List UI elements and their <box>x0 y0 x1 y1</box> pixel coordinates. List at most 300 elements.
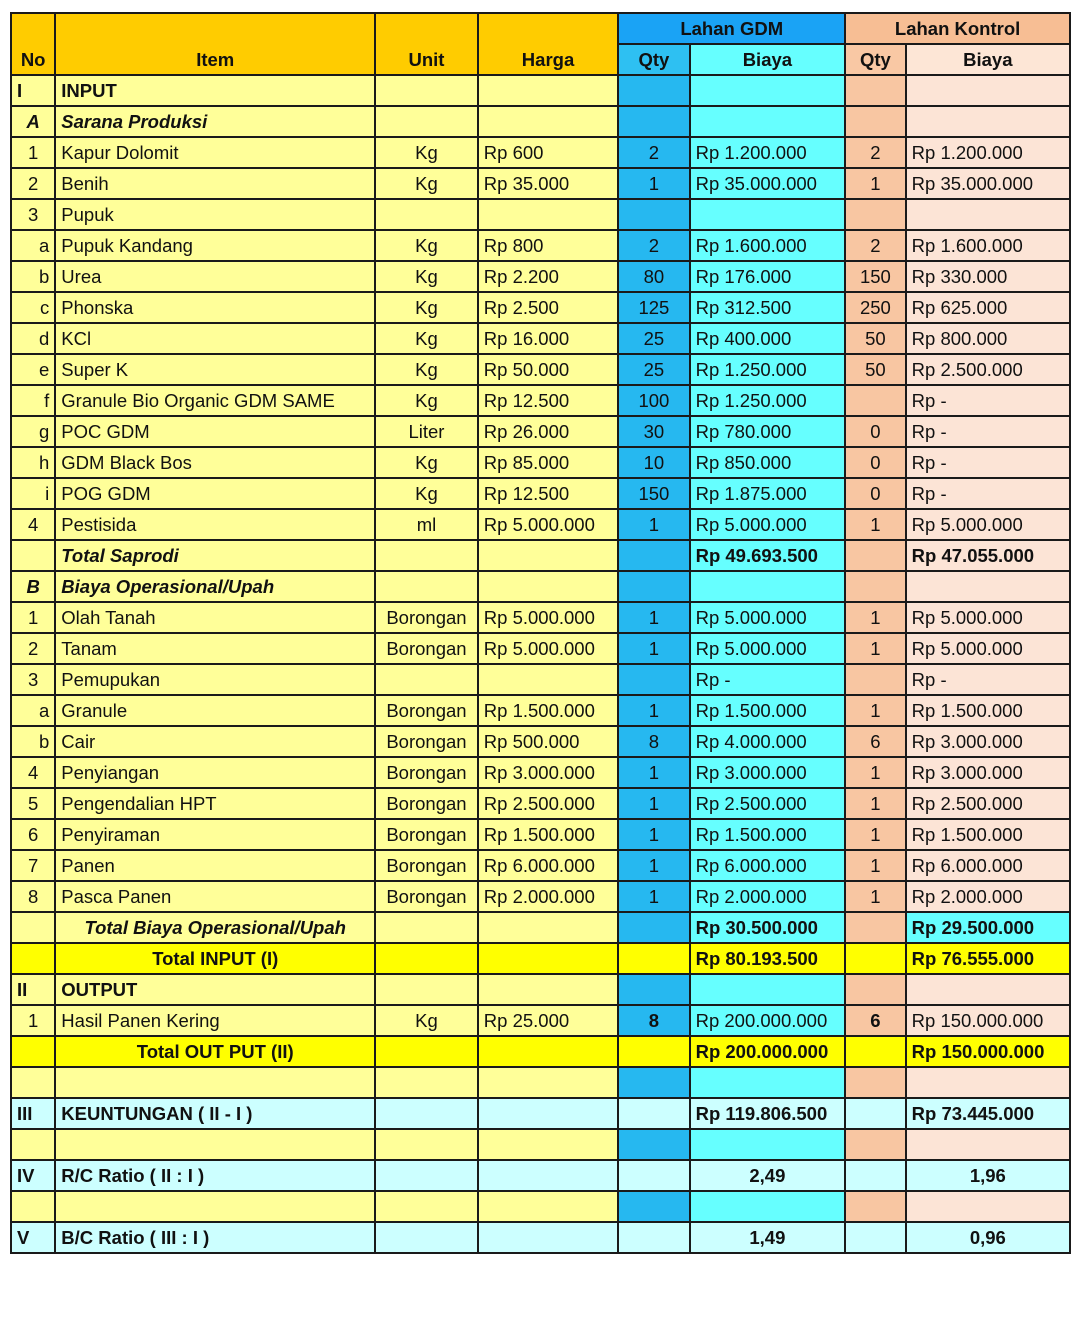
cell-item[interactable]: Phonska <box>55 292 375 323</box>
cell-no[interactable]: 8 <box>11 881 55 912</box>
cell-b1[interactable]: Rp 780.000 <box>690 416 846 447</box>
cell-unit[interactable]: Borongan <box>375 819 478 850</box>
header-lahan-kontrol[interactable]: Lahan Kontrol <box>845 13 1070 44</box>
cell-b1[interactable]: Rp 5.000.000 <box>690 602 846 633</box>
cell-harga[interactable]: Rp 35.000 <box>478 168 618 199</box>
cell-q2[interactable]: 1 <box>845 881 906 912</box>
cell-b1[interactable]: Rp 2.000.000 <box>690 881 846 912</box>
cell-harga[interactable] <box>478 1129 618 1160</box>
cell-no[interactable] <box>11 1036 55 1067</box>
cell-item[interactable]: Pupuk <box>55 199 375 230</box>
cell-q2[interactable] <box>845 1067 906 1098</box>
cell-unit[interactable] <box>375 1036 478 1067</box>
cell-unit[interactable]: ml <box>375 509 478 540</box>
cell-q1[interactable]: 80 <box>618 261 689 292</box>
cell-item[interactable]: Cair <box>55 726 375 757</box>
cell-q2[interactable] <box>845 912 906 943</box>
cell-no[interactable]: 2 <box>11 633 55 664</box>
cell-b2[interactable] <box>906 75 1070 106</box>
cell-b2[interactable]: 0,96 <box>906 1222 1070 1253</box>
cell-unit[interactable]: Kg <box>375 292 478 323</box>
cell-unit[interactable]: Borongan <box>375 602 478 633</box>
cell-b2[interactable]: Rp 330.000 <box>906 261 1070 292</box>
cell-no[interactable]: 7 <box>11 850 55 881</box>
cell-b2[interactable]: Rp - <box>906 664 1070 695</box>
cell-b2[interactable]: Rp 5.000.000 <box>906 509 1070 540</box>
cell-harga[interactable]: Rp 1.500.000 <box>478 819 618 850</box>
cell-item[interactable]: B/C Ratio ( III : I ) <box>55 1222 375 1253</box>
cell-q2[interactable] <box>845 1098 906 1129</box>
cell-item[interactable]: Olah Tanah <box>55 602 375 633</box>
cell-item[interactable] <box>55 1129 375 1160</box>
cell-item[interactable]: OUTPUT <box>55 974 375 1005</box>
cell-q2[interactable] <box>845 199 906 230</box>
cell-unit[interactable]: Liter <box>375 416 478 447</box>
cell-b1[interactable] <box>690 974 846 1005</box>
cell-no[interactable]: e <box>11 354 55 385</box>
cell-q1[interactable]: 1 <box>618 168 689 199</box>
cell-unit[interactable] <box>375 1098 478 1129</box>
cell-no[interactable]: b <box>11 261 55 292</box>
cell-unit[interactable]: Kg <box>375 478 478 509</box>
cell-no[interactable] <box>11 1067 55 1098</box>
cell-b1[interactable]: Rp 312.500 <box>690 292 846 323</box>
cell-b2[interactable] <box>906 199 1070 230</box>
cell-b2[interactable]: Rp 5.000.000 <box>906 602 1070 633</box>
cell-no[interactable]: B <box>11 571 55 602</box>
cell-harga[interactable]: Rp 5.000.000 <box>478 602 618 633</box>
cell-b1[interactable]: Rp 119.806.500 <box>690 1098 846 1129</box>
cell-harga[interactable]: Rp 12.500 <box>478 385 618 416</box>
cell-q1[interactable]: 2 <box>618 137 689 168</box>
cell-b2[interactable]: Rp - <box>906 447 1070 478</box>
cell-unit[interactable]: Borongan <box>375 850 478 881</box>
cell-harga[interactable] <box>478 199 618 230</box>
cell-unit[interactable]: Kg <box>375 323 478 354</box>
cell-q1[interactable] <box>618 540 689 571</box>
cell-q2[interactable] <box>845 664 906 695</box>
cell-b2[interactable] <box>906 974 1070 1005</box>
cell-harga[interactable]: Rp 26.000 <box>478 416 618 447</box>
cell-item[interactable]: Penyiraman <box>55 819 375 850</box>
cell-unit[interactable]: Kg <box>375 168 478 199</box>
cell-b1[interactable]: Rp 5.000.000 <box>690 633 846 664</box>
cell-harga[interactable]: Rp 5.000.000 <box>478 633 618 664</box>
cell-q1[interactable] <box>618 106 689 137</box>
cell-unit[interactable]: Borongan <box>375 726 478 757</box>
cell-b1[interactable] <box>690 1129 846 1160</box>
cell-harga[interactable] <box>478 974 618 1005</box>
cell-q1[interactable]: 1 <box>618 757 689 788</box>
cell-q2[interactable]: 0 <box>845 478 906 509</box>
cell-q2[interactable]: 1 <box>845 602 906 633</box>
cell-harga[interactable]: Rp 2.200 <box>478 261 618 292</box>
cell-q1[interactable] <box>618 1191 689 1222</box>
cell-q1[interactable] <box>618 571 689 602</box>
cell-no[interactable]: 1 <box>11 137 55 168</box>
cell-harga[interactable] <box>478 1067 618 1098</box>
cell-b1[interactable]: Rp 1.500.000 <box>690 819 846 850</box>
cell-harga[interactable] <box>478 912 618 943</box>
cell-harga[interactable] <box>478 1160 618 1191</box>
cell-b1[interactable] <box>690 571 846 602</box>
cell-q2[interactable]: 2 <box>845 137 906 168</box>
cell-b1[interactable]: Rp 1.500.000 <box>690 695 846 726</box>
cell-item[interactable]: Panen <box>55 850 375 881</box>
cell-b2[interactable]: Rp - <box>906 385 1070 416</box>
cell-b1[interactable] <box>690 106 846 137</box>
cell-b2[interactable]: Rp 3.000.000 <box>906 726 1070 757</box>
cell-b1[interactable] <box>690 1067 846 1098</box>
cell-no[interactable]: IV <box>11 1160 55 1191</box>
cell-harga[interactable] <box>478 1098 618 1129</box>
header-item[interactable]: Item <box>55 13 375 75</box>
cell-b2[interactable]: Rp 800.000 <box>906 323 1070 354</box>
cell-item[interactable]: Pupuk Kandang <box>55 230 375 261</box>
cell-q1[interactable]: 1 <box>618 850 689 881</box>
cell-no[interactable]: b <box>11 726 55 757</box>
cell-harga[interactable]: Rp 25.000 <box>478 1005 618 1036</box>
cell-b1[interactable] <box>690 199 846 230</box>
cell-b1[interactable]: Rp 400.000 <box>690 323 846 354</box>
cell-b2[interactable] <box>906 1129 1070 1160</box>
cell-harga[interactable] <box>478 1036 618 1067</box>
header-lahan-gdm[interactable]: Lahan GDM <box>618 13 845 44</box>
cell-no[interactable]: II <box>11 974 55 1005</box>
cell-q2[interactable] <box>845 75 906 106</box>
cell-q1[interactable] <box>618 1222 689 1253</box>
cell-no[interactable]: 3 <box>11 664 55 695</box>
cell-q2[interactable] <box>845 1160 906 1191</box>
cell-item[interactable]: Sarana Produksi <box>55 106 375 137</box>
cell-no[interactable] <box>11 912 55 943</box>
cell-item[interactable]: Hasil Panen Kering <box>55 1005 375 1036</box>
cell-unit[interactable]: Borongan <box>375 881 478 912</box>
cell-b1[interactable]: Rp 176.000 <box>690 261 846 292</box>
cell-unit[interactable]: Kg <box>375 137 478 168</box>
cell-b2[interactable]: Rp 1.200.000 <box>906 137 1070 168</box>
header-harga[interactable]: Harga <box>478 13 618 75</box>
cell-unit[interactable]: Borongan <box>375 788 478 819</box>
cell-unit[interactable]: Kg <box>375 354 478 385</box>
cell-b2[interactable]: Rp 2.000.000 <box>906 881 1070 912</box>
cell-item[interactable]: KCl <box>55 323 375 354</box>
cell-harga[interactable]: Rp 50.000 <box>478 354 618 385</box>
cell-no[interactable]: a <box>11 230 55 261</box>
cell-harga[interactable]: Rp 2.500 <box>478 292 618 323</box>
cell-q1[interactable] <box>618 974 689 1005</box>
cell-unit[interactable] <box>375 571 478 602</box>
cell-harga[interactable]: Rp 3.000.000 <box>478 757 618 788</box>
cell-harga[interactable] <box>478 540 618 571</box>
cell-item[interactable]: Penyiangan <box>55 757 375 788</box>
header-unit[interactable]: Unit <box>375 13 478 75</box>
cell-q2[interactable]: 2 <box>845 230 906 261</box>
cell-b2[interactable] <box>906 1191 1070 1222</box>
cell-q2[interactable] <box>845 571 906 602</box>
cell-b2[interactable]: Rp 1.500.000 <box>906 695 1070 726</box>
cell-q2[interactable]: 1 <box>845 819 906 850</box>
cell-q1[interactable] <box>618 664 689 695</box>
cell-q1[interactable]: 100 <box>618 385 689 416</box>
cell-q1[interactable]: 10 <box>618 447 689 478</box>
cell-q2[interactable] <box>845 1129 906 1160</box>
cell-harga[interactable]: Rp 600 <box>478 137 618 168</box>
cell-b1[interactable]: 1,49 <box>690 1222 846 1253</box>
cell-q2[interactable]: 50 <box>845 354 906 385</box>
cell-q2[interactable]: 50 <box>845 323 906 354</box>
cell-b1[interactable]: Rp 5.000.000 <box>690 509 846 540</box>
cell-q1[interactable] <box>618 943 689 974</box>
cell-no[interactable]: i <box>11 478 55 509</box>
cell-harga[interactable] <box>478 571 618 602</box>
cell-unit[interactable] <box>375 1067 478 1098</box>
cell-b2[interactable]: Rp 3.000.000 <box>906 757 1070 788</box>
cell-item[interactable]: Biaya Operasional/Upah <box>55 571 375 602</box>
cell-item[interactable]: Benih <box>55 168 375 199</box>
cell-q1[interactable]: 8 <box>618 1005 689 1036</box>
header-no[interactable]: No <box>11 13 55 75</box>
cell-q2[interactable]: 1 <box>845 757 906 788</box>
cell-unit[interactable] <box>375 912 478 943</box>
cell-q2[interactable]: 6 <box>845 1005 906 1036</box>
cell-harga[interactable]: Rp 500.000 <box>478 726 618 757</box>
cell-no[interactable]: d <box>11 323 55 354</box>
cell-harga[interactable] <box>478 664 618 695</box>
cell-unit[interactable] <box>375 75 478 106</box>
header-kontrol-biaya[interactable]: Biaya <box>906 44 1070 75</box>
cell-no[interactable]: I <box>11 75 55 106</box>
cell-no[interactable]: III <box>11 1098 55 1129</box>
cell-q1[interactable] <box>618 1036 689 1067</box>
cell-unit[interactable] <box>375 1129 478 1160</box>
cell-q1[interactable]: 25 <box>618 323 689 354</box>
cell-harga[interactable]: Rp 800 <box>478 230 618 261</box>
cell-item[interactable]: Pestisida <box>55 509 375 540</box>
header-gdm-biaya[interactable]: Biaya <box>690 44 846 75</box>
cell-unit[interactable]: Kg <box>375 385 478 416</box>
cell-no[interactable] <box>11 1129 55 1160</box>
cell-item[interactable]: R/C Ratio ( II : I ) <box>55 1160 375 1191</box>
cell-b1[interactable] <box>690 1191 846 1222</box>
cell-harga[interactable]: Rp 85.000 <box>478 447 618 478</box>
cell-b1[interactable]: Rp 1.875.000 <box>690 478 846 509</box>
cell-no[interactable]: 1 <box>11 1005 55 1036</box>
cell-unit[interactable] <box>375 1160 478 1191</box>
cell-item[interactable]: Granule Bio Organic GDM SAME <box>55 385 375 416</box>
cell-q2[interactable]: 1 <box>845 788 906 819</box>
cell-q1[interactable]: 8 <box>618 726 689 757</box>
cell-unit[interactable]: Kg <box>375 261 478 292</box>
cell-unit[interactable]: Borongan <box>375 757 478 788</box>
cell-q2[interactable] <box>845 974 906 1005</box>
cell-unit[interactable]: Borongan <box>375 695 478 726</box>
cell-q1[interactable] <box>618 1129 689 1160</box>
cell-q2[interactable]: 250 <box>845 292 906 323</box>
cell-no[interactable]: 2 <box>11 168 55 199</box>
cell-unit[interactable] <box>375 106 478 137</box>
cell-item[interactable] <box>55 1191 375 1222</box>
cell-unit[interactable]: Kg <box>375 447 478 478</box>
cell-harga[interactable]: Rp 1.500.000 <box>478 695 618 726</box>
cell-item[interactable]: POG GDM <box>55 478 375 509</box>
cell-unit[interactable] <box>375 1222 478 1253</box>
cell-item[interactable]: INPUT <box>55 75 375 106</box>
cell-b2[interactable]: Rp 2.500.000 <box>906 354 1070 385</box>
cell-unit[interactable] <box>375 540 478 571</box>
cell-harga[interactable] <box>478 1222 618 1253</box>
cell-b2[interactable]: Rp 76.555.000 <box>906 943 1070 974</box>
cell-no[interactable]: V <box>11 1222 55 1253</box>
cell-q1[interactable] <box>618 912 689 943</box>
cell-unit[interactable] <box>375 943 478 974</box>
cell-q2[interactable] <box>845 540 906 571</box>
cell-q1[interactable]: 1 <box>618 788 689 819</box>
cell-b1[interactable]: Rp 200.000.000 <box>690 1036 846 1067</box>
cell-item[interactable]: KEUNTUNGAN ( II - I ) <box>55 1098 375 1129</box>
cell-q2[interactable] <box>845 1036 906 1067</box>
cell-item[interactable]: Pengendalian HPT <box>55 788 375 819</box>
cell-q2[interactable] <box>845 1222 906 1253</box>
cell-b1[interactable]: Rp 35.000.000 <box>690 168 846 199</box>
cell-b2[interactable]: Rp 47.055.000 <box>906 540 1070 571</box>
cell-item[interactable]: POC GDM <box>55 416 375 447</box>
cell-b2[interactable]: Rp 625.000 <box>906 292 1070 323</box>
cell-item[interactable] <box>55 1067 375 1098</box>
cell-b1[interactable]: Rp 4.000.000 <box>690 726 846 757</box>
cell-harga[interactable]: Rp 12.500 <box>478 478 618 509</box>
cell-harga[interactable]: Rp 6.000.000 <box>478 850 618 881</box>
cell-q1[interactable]: 1 <box>618 602 689 633</box>
cell-harga[interactable]: Rp 5.000.000 <box>478 509 618 540</box>
cell-q1[interactable] <box>618 1098 689 1129</box>
cell-no[interactable]: 5 <box>11 788 55 819</box>
cell-b2[interactable]: Rp - <box>906 416 1070 447</box>
cell-b2[interactable]: Rp 1.600.000 <box>906 230 1070 261</box>
cell-q1[interactable] <box>618 199 689 230</box>
cell-b2[interactable]: Rp 150.000.000 <box>906 1036 1070 1067</box>
cell-q2[interactable]: 6 <box>845 726 906 757</box>
cell-q1[interactable]: 1 <box>618 819 689 850</box>
cell-q1[interactable]: 1 <box>618 695 689 726</box>
cell-q1[interactable]: 150 <box>618 478 689 509</box>
cell-b1[interactable]: Rp 3.000.000 <box>690 757 846 788</box>
cell-harga[interactable] <box>478 106 618 137</box>
cell-b2[interactable]: Rp - <box>906 478 1070 509</box>
cell-q2[interactable]: 1 <box>845 695 906 726</box>
cell-b1[interactable]: Rp 850.000 <box>690 447 846 478</box>
cell-b2[interactable]: 1,96 <box>906 1160 1070 1191</box>
cell-q1[interactable]: 125 <box>618 292 689 323</box>
cell-unit[interactable] <box>375 199 478 230</box>
cell-no[interactable] <box>11 1191 55 1222</box>
cell-no[interactable]: 6 <box>11 819 55 850</box>
cell-q1[interactable]: 1 <box>618 881 689 912</box>
cell-no[interactable]: 4 <box>11 509 55 540</box>
cell-q2[interactable] <box>845 106 906 137</box>
cell-q1[interactable]: 1 <box>618 633 689 664</box>
cell-b2[interactable]: Rp 6.000.000 <box>906 850 1070 881</box>
cell-b1[interactable]: 2,49 <box>690 1160 846 1191</box>
cell-q2[interactable] <box>845 943 906 974</box>
cell-no[interactable]: g <box>11 416 55 447</box>
cell-item[interactable]: Tanam <box>55 633 375 664</box>
cell-b1[interactable]: Rp - <box>690 664 846 695</box>
cell-item[interactable]: Super K <box>55 354 375 385</box>
cell-harga[interactable] <box>478 75 618 106</box>
cell-harga[interactable] <box>478 1191 618 1222</box>
cell-q1[interactable] <box>618 1067 689 1098</box>
cell-harga[interactable]: Rp 16.000 <box>478 323 618 354</box>
cell-b1[interactable]: Rp 80.193.500 <box>690 943 846 974</box>
cell-no[interactable]: 1 <box>11 602 55 633</box>
cell-harga[interactable]: Rp 2.000.000 <box>478 881 618 912</box>
cell-q2[interactable]: 1 <box>845 168 906 199</box>
cell-unit[interactable] <box>375 664 478 695</box>
cell-item[interactable]: Total Saprodi <box>55 540 375 571</box>
cell-q2[interactable]: 1 <box>845 633 906 664</box>
cell-item[interactable]: Kapur Dolomit <box>55 137 375 168</box>
cell-q2[interactable]: 1 <box>845 509 906 540</box>
cell-unit[interactable]: Borongan <box>375 633 478 664</box>
cell-b2[interactable]: Rp 1.500.000 <box>906 819 1070 850</box>
cell-q1[interactable]: 2 <box>618 230 689 261</box>
header-kontrol-qty[interactable]: Qty <box>845 44 906 75</box>
cell-item[interactable]: Total OUT PUT (II) <box>55 1036 375 1067</box>
cell-harga[interactable]: Rp 2.500.000 <box>478 788 618 819</box>
cell-q1[interactable]: 25 <box>618 354 689 385</box>
cell-item[interactable]: Urea <box>55 261 375 292</box>
cell-item[interactable]: Pemupukan <box>55 664 375 695</box>
cell-q2[interactable] <box>845 385 906 416</box>
cell-q2[interactable]: 0 <box>845 447 906 478</box>
cell-b2[interactable]: Rp 73.445.000 <box>906 1098 1070 1129</box>
cell-b1[interactable]: Rp 30.500.000 <box>690 912 846 943</box>
cell-no[interactable]: h <box>11 447 55 478</box>
cell-q1[interactable]: 30 <box>618 416 689 447</box>
cell-q1[interactable]: 1 <box>618 509 689 540</box>
cell-unit[interactable]: Kg <box>375 230 478 261</box>
cell-item[interactable]: Pasca Panen <box>55 881 375 912</box>
cell-q1[interactable] <box>618 75 689 106</box>
cell-b2[interactable]: Rp 5.000.000 <box>906 633 1070 664</box>
cell-b2[interactable] <box>906 571 1070 602</box>
cell-q1[interactable] <box>618 1160 689 1191</box>
cell-b1[interactable]: Rp 1.250.000 <box>690 354 846 385</box>
cell-item[interactable]: GDM Black Bos <box>55 447 375 478</box>
cell-b2[interactable]: Rp 29.500.000 <box>906 912 1070 943</box>
cell-b1[interactable]: Rp 1.200.000 <box>690 137 846 168</box>
cell-q2[interactable] <box>845 1191 906 1222</box>
cell-b2[interactable] <box>906 106 1070 137</box>
cell-item[interactable]: Granule <box>55 695 375 726</box>
cell-unit[interactable] <box>375 974 478 1005</box>
cell-b1[interactable]: Rp 6.000.000 <box>690 850 846 881</box>
cell-b1[interactable]: Rp 2.500.000 <box>690 788 846 819</box>
cell-no[interactable]: 4 <box>11 757 55 788</box>
cell-b2[interactable]: Rp 35.000.000 <box>906 168 1070 199</box>
cell-no[interactable]: 3 <box>11 199 55 230</box>
cell-b1[interactable]: Rp 200.000.000 <box>690 1005 846 1036</box>
cell-item[interactable]: Total Biaya Operasional/Upah <box>55 912 375 943</box>
cell-no[interactable]: a <box>11 695 55 726</box>
cell-q2[interactable]: 150 <box>845 261 906 292</box>
cell-unit[interactable] <box>375 1191 478 1222</box>
cell-b2[interactable] <box>906 1067 1070 1098</box>
cell-no[interactable]: c <box>11 292 55 323</box>
cell-no[interactable] <box>11 943 55 974</box>
cell-b2[interactable]: Rp 150.000.000 <box>906 1005 1070 1036</box>
